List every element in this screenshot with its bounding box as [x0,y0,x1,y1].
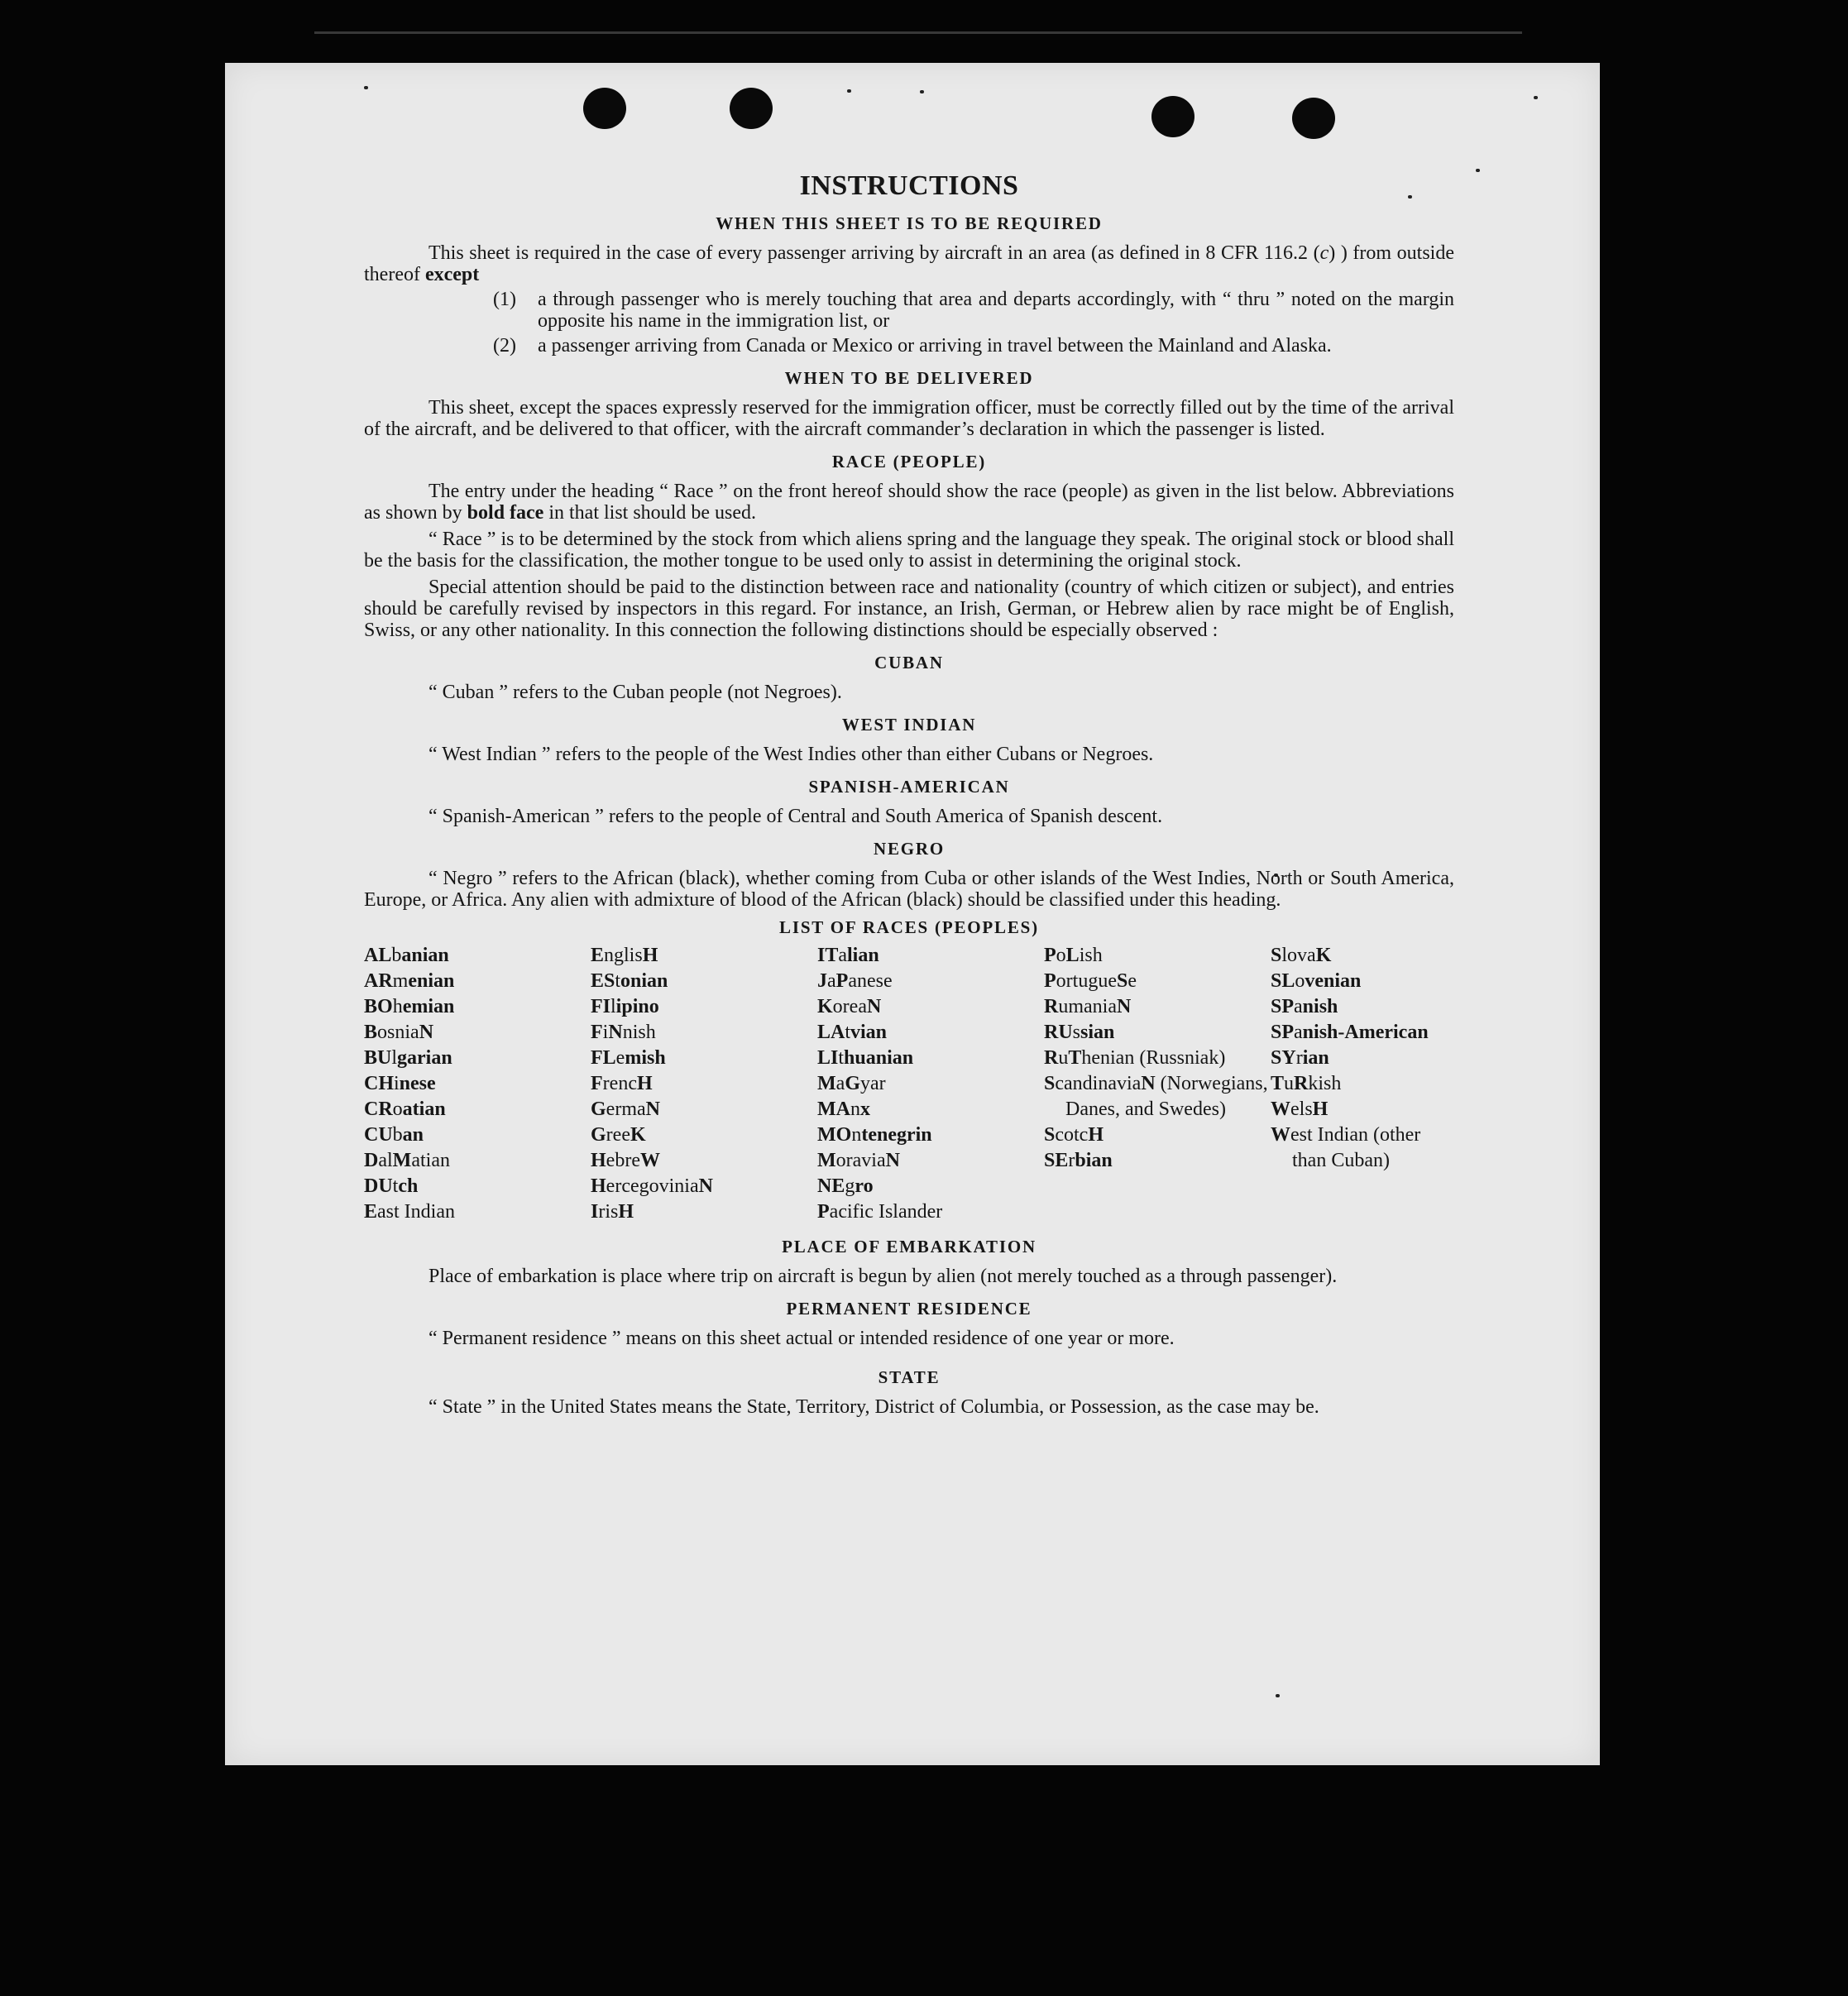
race-column [817,943,1044,1225]
race-entry: CRoatian [364,1099,446,1120]
race-entry: MAnx [817,1099,870,1120]
race-entry: BUlgarian [364,1047,452,1069]
section-heading-embarkation: PLACE OF EMBARKATION [782,1237,1037,1256]
race-entry: ScandinaviaN (Norwegians, Danes, and Swedes) [1044,1073,1268,1120]
section-heading-negro: NEGRO [873,839,945,859]
race-entry: SPanish [1271,996,1338,1017]
instruction-sheet [225,63,1600,1765]
race-entry: GermaN [591,1099,660,1120]
race-entry: SErbian [1044,1150,1113,1171]
section-heading-residence: PERMANENT RESIDENCE [786,1299,1032,1319]
race-entry: GreeK [591,1124,646,1146]
race-entry: LAtvian [817,1022,888,1043]
race-entry: EStonian [591,970,668,992]
punch-hole-4 [1292,98,1335,139]
race-entry: NEgro [817,1175,874,1197]
exception-text: a passenger arriving from Canada or Mexico or arriving in travel between the Mainland and Alaska. [538,335,1332,357]
race-paragraph-2: “ Race ” is to be determined by the stock from which aliens spring and the language they speak. The original stock or blood shall be the basis for the classification, the mother tongue to be used only to assist in determining the original stock. [364,529,1454,572]
section-heading-delivered: WHEN TO BE DELIVERED [784,368,1034,388]
race-entry: EnglisH [591,945,658,966]
race-entry: RUssian [1044,1022,1115,1043]
section-heading-cuban: CUBAN [874,653,944,673]
negro-paragraph: “ Negro ” refers to the African (black), whether coming from Cuba or other islands of the West Indies, North or South America, Europe, or Africa. Any alien with admixture of blood of the African (black) should be classified under this heading. [364,868,1454,911]
race-entry: KoreaN [817,996,882,1017]
section-heading-required: WHEN THIS SHEET IS TO BE REQUIRED [716,213,1103,233]
scan-speck [847,89,851,93]
race-entry: FrencH [591,1073,653,1094]
scan-border [314,31,1522,34]
race-entry: FiNnish [591,1022,656,1043]
race-entry: Pacific Islander [817,1201,943,1223]
punch-hole-2 [730,88,773,129]
race-entry: PortugueSe [1044,970,1137,992]
race-entry: PoLish [1044,945,1103,966]
exception-number: (2) [493,335,516,357]
race-entry: ITalian [817,945,879,966]
document-body [364,170,1454,1418]
punch-hole-1 [583,88,626,129]
race-entry: BosniaN [364,1022,434,1043]
race-column [591,943,817,1225]
race-entry: CUban [364,1124,424,1146]
race-entry: SYrian [1271,1047,1329,1069]
race-entry: FLemish [591,1047,666,1069]
state-paragraph: “ State ” in the United States means the State, Territory, District of Columbia, or Possession, as the case may be. [428,1396,1319,1418]
race-entry: IrisH [591,1201,634,1223]
delivered-paragraph: This sheet, except the spaces expressly reserved for the immigration officer, must be correctly filled out by the time of the arrival of the aircraft, and be delivered to that officer, with the aircraft commander’s declaration in which the passenger is listed. [364,397,1454,440]
section-heading-race: RACE (PEOPLE) [831,452,987,471]
spanish-american-paragraph: “ Spanish-American ” refers to the people of Central and South America of Spanish descent. [428,806,1163,827]
race-entry: HercegoviniaN [591,1175,713,1197]
race-entry: ALbanian [364,945,449,966]
race-entry: RuThenian (Russniak) [1044,1047,1226,1069]
west-indian-paragraph: “ West Indian ” refers to the people of the West Indies other than either Cubans or Negroes. [428,744,1154,765]
embarkation-paragraph: Place of embarkation is place where trip on aircraft is begun by alien (not merely touched as a through passenger). [428,1266,1338,1287]
race-entry: SlovaK [1271,945,1332,966]
scan-speck [364,86,368,89]
race-entry: TuRkish [1271,1073,1342,1094]
scan-speck [920,90,924,93]
race-paragraph-1: The entry under the heading “ Race ” on the front hereof should show the race (people) as given in the list below. Abbreviations as shown by bold face in that list should be used. [364,481,1454,524]
race-entry: SPanish-American [1271,1022,1429,1043]
race-entry: West Indian (other than Cuban) [1271,1124,1421,1171]
exception-text: a through passenger who is merely touching that area and departs accordingly, with “ thru ” noted on the margin opposite his name in the immigration list, or [538,289,1454,332]
scan-speck [1476,169,1480,172]
race-entry: FIlipino [591,996,659,1017]
race-entry: DalMatian [364,1150,450,1171]
race-entry: BOhemian [364,996,455,1017]
punch-hole-3 [1151,96,1194,137]
race-entry: JaPanese [817,970,893,992]
race-entry: ScotcH [1044,1124,1104,1146]
scan-speck [1276,1694,1280,1697]
race-entry: LIthuanian [817,1047,914,1069]
race-entry: CHinese [364,1073,436,1094]
residence-paragraph: “ Permanent residence ” means on this sheet actual or intended residence of one year or more. [428,1328,1175,1349]
section-heading-race-list: LIST OF RACES (PEOPLES) [779,917,1039,937]
race-entry: ARmenian [364,970,455,992]
race-entry: MaGyar [817,1073,886,1094]
exception-number: (1) [493,289,516,310]
cuban-paragraph: “ Cuban ” refers to the Cuban people (not Negroes). [428,682,842,703]
race-column [364,943,591,1225]
race-entry: HebreW [591,1150,660,1171]
race-column [1044,943,1271,1225]
race-entry: SLovenian [1271,970,1362,992]
race-entry: WelsH [1271,1099,1329,1120]
race-entry: MOntenegrin [817,1124,932,1146]
race-paragraph-3: Special attention should be paid to the distinction between race and nationality (country of which citizen or subject), and entries should be carefully revised by inspectors in this regard. For instance, an Irish, German, or Hebrew alien by race might be of English, Swiss, or any other nationality. In this connection the following distinctions should be especially observed : [364,577,1454,641]
exception-item [493,289,1454,332]
race-entry: DUtch [364,1175,419,1197]
scan-speck [1534,96,1538,99]
race-column [1271,943,1454,1225]
required-intro: This sheet is required in the case of every passenger arriving by aircraft in an area (as defined in 8 CFR 116.2 (c) ) from outside thereof except [364,242,1455,285]
section-heading-state: STATE [878,1367,941,1387]
race-entry: RumaniaN [1044,996,1132,1017]
section-heading-spanish-american: SPANISH-AMERICAN [808,777,1010,797]
section-heading-west-indian: WEST INDIAN [841,715,977,735]
exception-item [493,335,1454,357]
race-list [364,943,1454,1225]
race-entry: East Indian [364,1201,455,1223]
page-title: INSTRUCTIONS [799,170,1019,201]
race-entry: MoraviaN [817,1150,900,1171]
